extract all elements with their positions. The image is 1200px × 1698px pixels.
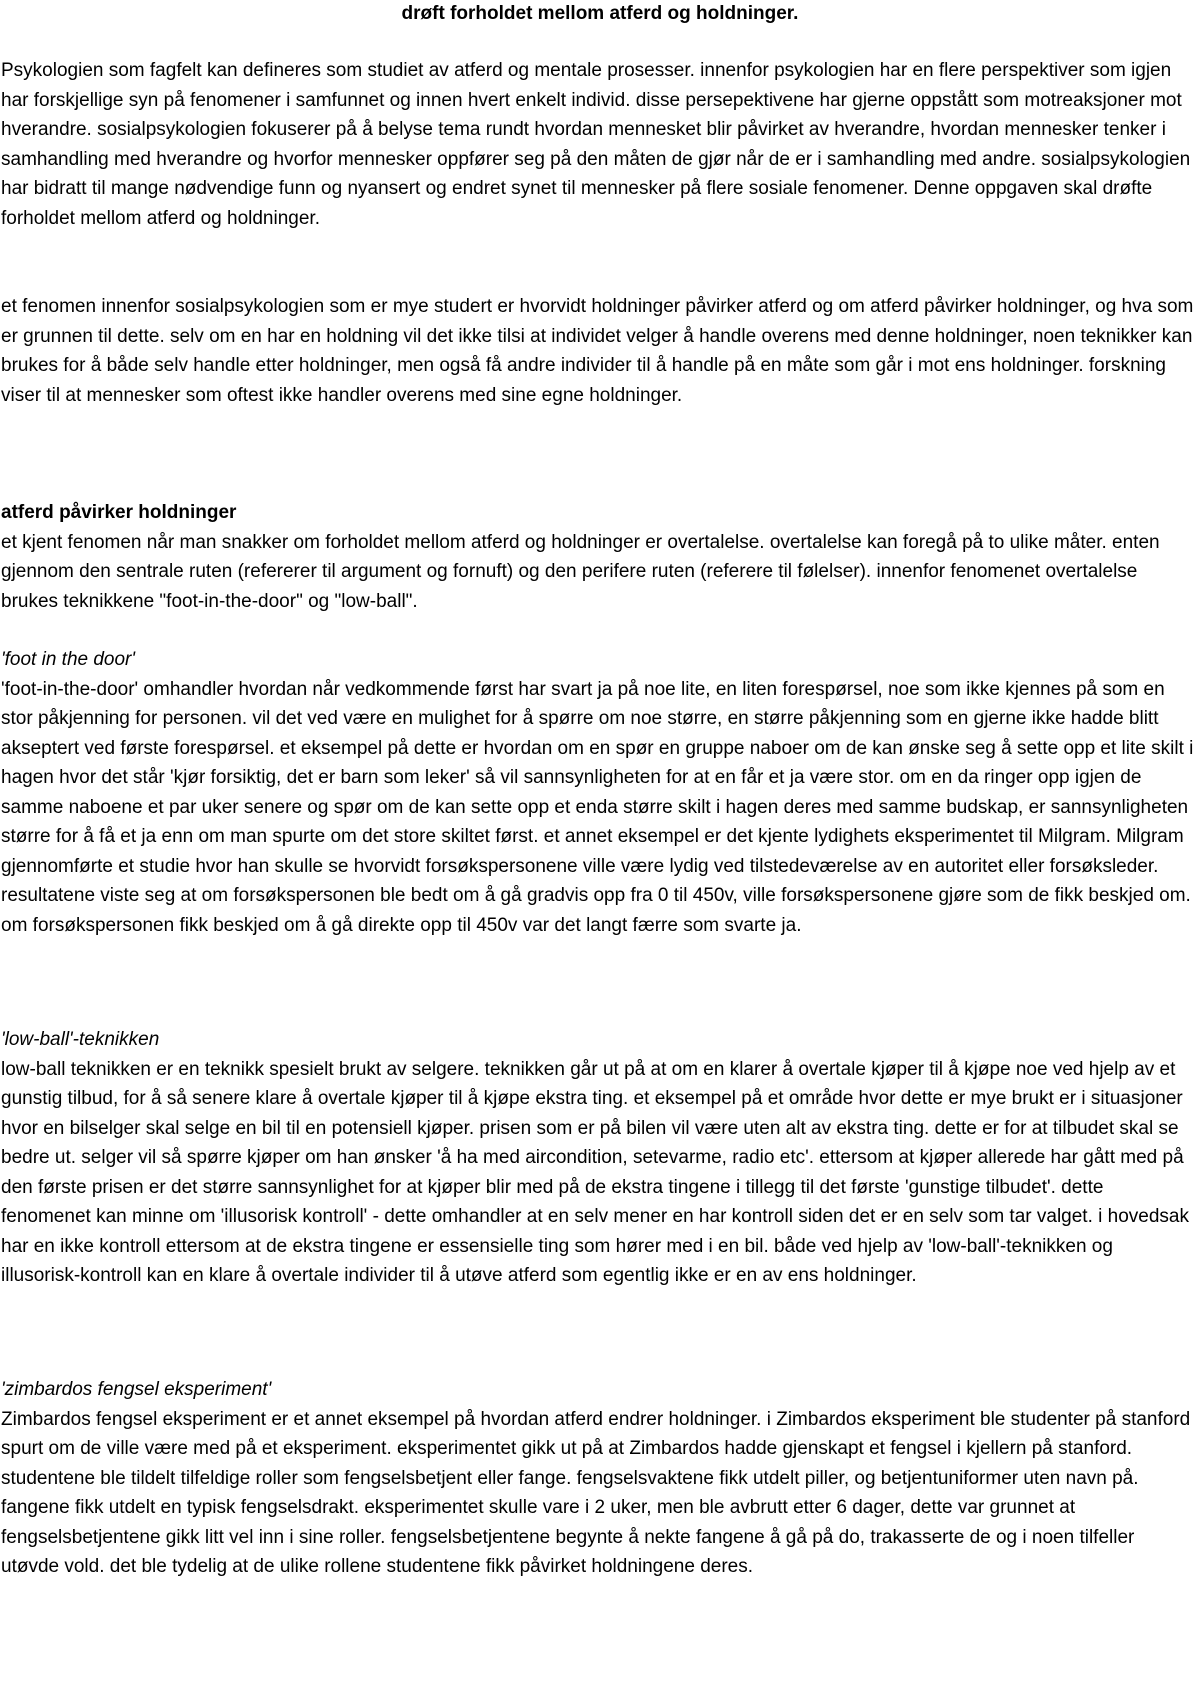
subsection-text-foot: 'foot-in-the-door' omhandler hvordan når vedkommende først har svart ja på noe lite, en liten forespørsel, noe som ikke kjennes på som en stor påkjenning for personen. vil det ved være en mulighet for å spørre om noe større, en større påkjenning som en gjerne ikke hadde blitt akseptert ved første forespørsel. et eksempel på dette er hvordan om en spør en gruppe naboer om de kan ønske seg å sette opp et lite skilt i hagen hvor det står 'kjør forsiktig, det er barn som leker' så vil sannsynligheten for at en får et ja være stor. om en da ringer opp igjen de samme naboene et par uker senere og spør om de kan sette opp et enda større skilt i hagen deres med samme budskap, er sannsynligheten større for å få et ja enn om man spurte om det store skiltet først. et annet eksempel er det kjente lydighets eksperimentet til Milgram. Milgram gjennomførte et studie hvor han skulle se hvorvidt forsøkspersonene ville være lydig ved tilstedeværelse av en autoritet eller forsøksleder. resultatene viste seg at om forsøkspersonen ble bedt om å gå gradvis opp fra 0 til 450v, ville forsøkspersonene gjøre som de fikk beskjed om. om forsøkspersonen fikk beskjed om å gå direkte opp til 450v var det langt færre som svarte ja. [1,678,1194,936]
section-heading: atferd påvirker holdninger [1,502,237,523]
intro-paragraph: Psykologien som fagfelt kan defineres som studiet av atferd og mentale prosesser. innenfor psykologien har en flere perspektiver som igjen har forskjellige syn på fenomener i samfunnet og innen hvert enkelt individ. disse persepektivene har gjerne oppstått som motreaksjoner mot hverandre. sosialpsykologien fokuserer på å belyse tema rundt hvordan mennesket blir påvirket av hverandre, hvordan mennesker tenker i samhandling med hverandre og hvorfor mennesker oppfører seg på den måten de gjør når de er i samhandling med andre. sosialpsykologien har bidratt til mange nødvendige funn og nyansert og endret synet til mennesker på flere sosiale fenomener. Denne oppgaven skal drøfte forholdet mellom atferd og holdninger. [1,60,1191,229]
subsection-foot-in-the-door [1,645,1197,940]
section-atferd [1,498,1197,616]
subsection-heading-zimbardo: 'zimbardos fengsel eksperiment' [1,1379,272,1400]
subsection-text-zimbardo: Zimbardos fengsel eksperiment er et annet eksempel på hvordan atferd endrer holdninger. i Zimbardos eksperiment ble studenter på stanford spurt om de ville være med på et eksperiment. eksperimentet gikk ut på at Zimbardos hadde gjenskapt et fengsel i kjellern på stanford. studentene ble tildelt tilfeldige roller som fengselsbetjent eller fange. fengselsvaktene fikk utdelt piller, og betjentuniformer uten navn på. fangene fikk utdelt en typisk fengselsdrakt. eksperimentet skulle vare i 2 uker, men ble avbrutt etter 6 dager, dette var grunnet at fengselsbetjentene gikk litt vel inn i sine roller. fengselsbetjentene begynte å nekte fangene å gå på do, trakasserte de og i noen tilfeller utøvde vold. det ble tydelig at de ulike rollene studentene fikk påvirket holdningene deres. [1,1408,1191,1577]
subsection-heading-lowball: 'low-ball'-teknikken [1,1029,160,1050]
subsection-zimbardo [1,1375,1197,1582]
subsection-low-ball [1,1025,1197,1291]
document-title: drøft forholdet mellom atferd og holdninger. [401,3,799,24]
section-intro-paragraph: et kjent fenomen når man snakker om forholdet mellom atferd og holdninger er overtalelse. overtalelse kan foregå på to ulike måter. enten gjennom den sentrale ruten (refererer til argument og fornuft) og den perifere ruten (referere til følelser). innenfor fenomenet overtalelse brukes teknikkene "foot-in-the-door" og "low-ball". [1,531,1160,612]
paragraph-2: et fenomen innenfor sosialpsykologien som er mye studert er hvorvidt holdninger påvirker atferd og om atferd påvirker holdninger, og hva som er grunnen til dette. selv om en har en holdning vil det ikke tilsi at individet velger å handle overens med denne holdninger, noen teknikker kan brukes for å både selv handle etter holdninger, men også få andre individer til å handle på en måte som går i mot ens holdninger. forskning viser til at mennesker som oftest ikke handler overens med sine egne holdninger. [1,296,1194,406]
subsection-heading-foot: 'foot in the door' [1,649,136,670]
subsection-text-lowball: low-ball teknikken er en teknikk spesielt brukt av selgere. teknikken går ut på at om en klarer å overtale kjøper til å kjøpe noe ved hjelp av et gunstig tilbud, for å så senere klare å overtale kjøper til å kjøpe ekstra ting. et eksempel på et område hvor dette er mye brukt er i situasjoner hvor en bilselger skal selge en bil til en potensiell kjøper. prisen som er på bilen vil være uten alt av ekstra ting. dette er for at tilbudet skal se bedre ut. selger vil så spørre kjøper om han ønsker 'å ha med aircondition, setevarme, radio etc'. ettersom at kjøper allerede har gått med på den første prisen er det større sannsynlighet for at kjøper blir med på de ekstra tingene i tillegg til det første 'gunstige tilbudet'. dette fenomenet kan minne om 'illusorisk kontroll' - dette omhandler at en selv mener en har kontroll siden det er en selv som tar valget. i hovedsak har en ikke kontroll ettersom at de ekstra tingene er essensielle ting som hører med i en bil. både ved hjelp av 'low-ball'-teknikken og illusorisk-kontroll kan en klare å overtale individer til å utøve atferd som egentlig ikke er en av ens holdninger. [1,1058,1189,1286]
